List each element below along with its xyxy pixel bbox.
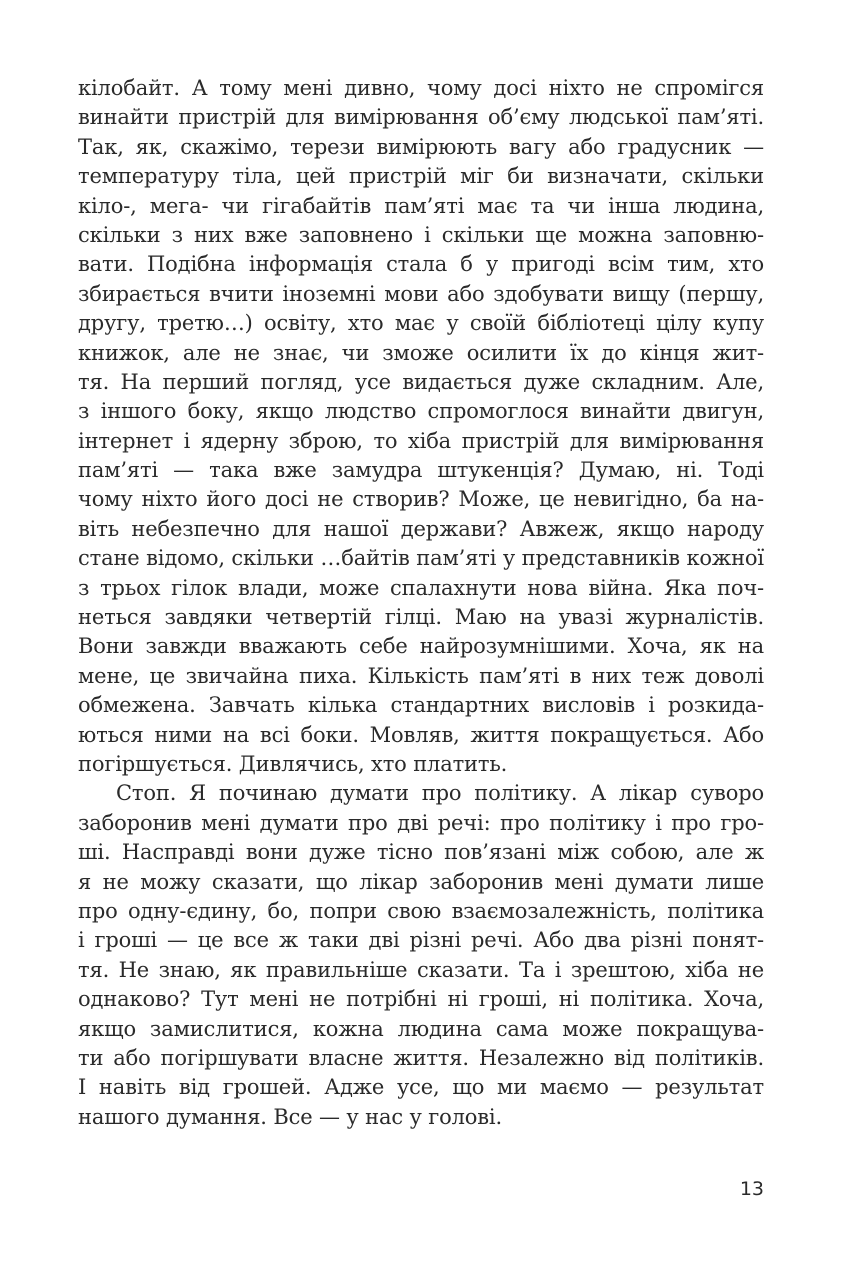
text-line: стане відомо, скільки …байтів пам’яті у представників кожної (78, 546, 764, 571)
text-line: про одну-єдину, бо, попри свою взаємозалежність, політика (78, 898, 764, 923)
text-line: скільки з них вже заповнено і скільки ще можна заповню- (78, 222, 764, 247)
text-line: мене, це звичайна пиха. Кількість пам’яті в них теж доволі (78, 663, 764, 688)
text-line: збирається вчити іноземні мови або здобувати вищу (першу, (78, 281, 764, 306)
text-line: температуру тіла, цей пристрій міг би визначати, скільки (78, 164, 764, 189)
text-line: заборонив мені думати про дві речі: про політику і про гро- (78, 810, 764, 835)
text-line: обмежена. Завчать кілька стандартних висловів і розкида- (78, 693, 764, 718)
text-line: інтернет і ядерну зброю, то хіба пристрій для вимірювання (78, 428, 764, 453)
text-line: віть небезпечно для нашої держави? Авжеж, якщо народу (78, 516, 764, 541)
text-line: ються ними на всі боки. Мовляв, життя покращується. Або (78, 722, 764, 747)
text-line: з іншого боку, якщо людство спромоглося винайти двигун, (78, 399, 764, 424)
text-line: І навіть від грошей. Адже усе, що ми маємо — результат (78, 1075, 764, 1100)
text-line: ти або погіршувати власне життя. Незалежно від політиків. (78, 1045, 764, 1070)
text-line: тя. На перший погляд, усе видається дуже складним. Але, (78, 369, 764, 394)
text-line: кілобайт. А тому мені дивно, чому досі ніхто не спромігся (78, 76, 764, 100)
text-line: і гроші — це все ж таки дві різні речі. Або два різні понят- (78, 928, 764, 953)
text-line: нашого думання. Все — у нас у голові. (78, 1104, 503, 1129)
text-line: кіло-, мега- чи гігабайтів пам’яті має та чи інша людина, (78, 193, 764, 218)
paragraph-2 (78, 779, 764, 1132)
text-line: пам’яті — така вже замудра штукенція? Думаю, ні. Тоді (78, 458, 764, 483)
text-line: ші. Насправді вони дуже тісно пов’язані між собою, але ж (78, 840, 764, 865)
text-line: Так, як, скажімо, терези вимірюють вагу або градусник — (78, 134, 764, 159)
text-line: якщо замислитися, кожна людина сама може покращува- (78, 1016, 764, 1041)
text-line: Вони завжди вважають себе найрозумнішими. Хоча, як на (78, 634, 764, 659)
paragraph-1 (78, 74, 764, 779)
text-line: чому ніхто його досі не створив? Може, це невигідно, ба на- (78, 487, 764, 512)
text-line: з трьох гілок влади, може спалахнути нова війна. Яка поч- (78, 575, 764, 600)
text-line: тя. Не знаю, як правильніше сказати. Та і зрештою, хіба не (78, 957, 764, 982)
page-body (78, 74, 764, 1132)
text-line: книжок, але не знає, чи зможе осилити їх до кінця жит- (78, 340, 764, 365)
text-line: винайти пристрій для вимірювання об’єму людської пам’яті. (78, 105, 764, 130)
text-line: неться завдяки четвертій гілці. Маю на увазі журналістів. (78, 605, 764, 630)
text-line: я не можу сказати, що лікар заборонив мені думати лише (78, 869, 764, 894)
text-line: погіршується. Дивлячись, хто платить. (78, 751, 508, 776)
text-line: другу, третю…) освіту, хто має у своїй бібліотеці цілу купу (78, 311, 764, 336)
text-line: Стоп. Я починаю думати про політику. А лікар суворо (116, 781, 764, 806)
page-number: 13 (739, 1178, 764, 1200)
text-line: однаково? Тут мені не потрібні ні гроші, ні політика. Хоча, (78, 987, 764, 1012)
text-line: вати. Подібна інформація стала б у пригоді всім тим, хто (78, 252, 764, 277)
